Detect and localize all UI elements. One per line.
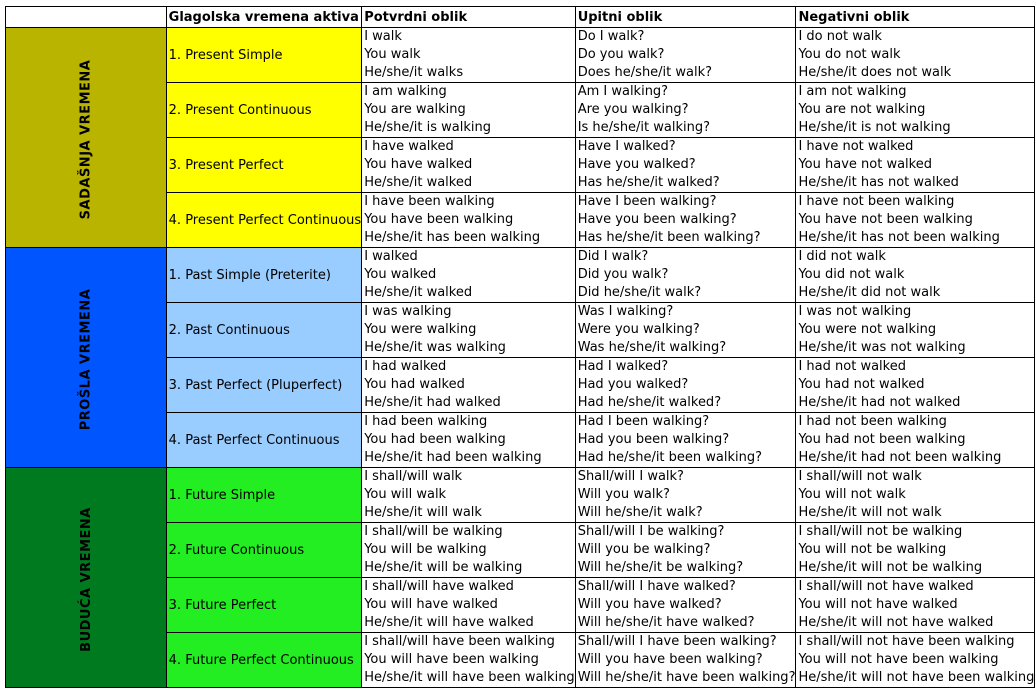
affirmative-form-line: He/she/it has been walking	[364, 230, 541, 245]
affirmative-form-line: He/she/it is walking	[364, 120, 491, 135]
negative-form-line: I shall/will not have been walking	[798, 634, 1015, 649]
interrogative-form-cell	[575, 83, 796, 138]
affirmative-form-line: He/she/it will have been walking	[364, 670, 575, 685]
negative-form-line: He/she/it will not be walking	[798, 560, 983, 575]
negative-form-line: I had not been walking	[798, 414, 947, 429]
affirmative-form-line: He/she/it had been walking	[364, 450, 542, 465]
interrogative-form-line: Has he/she/it walked?	[577, 175, 720, 190]
tense-name: 2. Past Continuous	[166, 303, 362, 358]
header-negative: Negativni oblik	[796, 7, 1035, 28]
affirmative-form-cell	[362, 468, 575, 523]
affirmative-form-cell	[362, 83, 575, 138]
negative-form-cell	[796, 28, 1035, 83]
affirmative-form-cell	[362, 248, 575, 303]
affirmative-form-cell	[362, 303, 575, 358]
negative-form-line: He/she/it does not walk	[798, 65, 952, 80]
negative-form-cell	[796, 248, 1035, 303]
affirmative-form-line: I was walking	[364, 304, 452, 319]
interrogative-form-cell	[575, 523, 796, 578]
affirmative-form-line: He/she/it walked	[364, 285, 473, 300]
affirmative-form-line: You had been walking	[364, 432, 506, 447]
negative-form-cell	[796, 138, 1035, 193]
interrogative-form-cell	[575, 28, 796, 83]
interrogative-form-line: Had I walked?	[577, 359, 669, 374]
affirmative-form-line: I am walking	[364, 84, 447, 99]
negative-form-line: You have not been walking	[798, 212, 973, 227]
negative-form-cell	[796, 468, 1035, 523]
interrogative-form-line: Have you walked?	[577, 157, 696, 172]
negative-form-line: I was not walking	[798, 304, 912, 319]
negative-form-line: I shall/will not walk	[798, 469, 922, 484]
affirmative-form-line: You walked	[364, 267, 437, 282]
interrogative-form-line: Has he/she/it been walking?	[577, 230, 761, 245]
affirmative-form-cell	[362, 413, 575, 468]
interrogative-form-cell	[575, 193, 796, 248]
negative-form-line: You are not walking	[798, 102, 926, 117]
interrogative-form-line: Did you walk?	[577, 267, 669, 282]
affirmative-form-line: I have walked	[364, 139, 454, 154]
group-label-cell	[6, 28, 167, 248]
negative-form-cell	[796, 83, 1035, 138]
negative-form-line: He/she/it is not walking	[798, 120, 951, 135]
group-label: SADAŠNJA VREMENA	[78, 59, 94, 220]
negative-form-cell	[796, 193, 1035, 248]
interrogative-form-line: Will he/she/it walk?	[577, 505, 703, 520]
interrogative-form-line: Had he/she/it walked?	[577, 395, 722, 410]
negative-form-line: You did not walk	[798, 267, 905, 282]
interrogative-form-line: Shall/will I have been walking?	[577, 634, 777, 649]
negative-form-line: You will not walk	[798, 487, 906, 502]
affirmative-form-line: You will be walking	[364, 542, 487, 557]
affirmative-form-line: You have been walking	[364, 212, 514, 227]
interrogative-form-cell	[575, 358, 796, 413]
interrogative-form-line: Is he/she/it walking?	[577, 120, 711, 135]
tense-name: 1. Present Simple	[166, 28, 362, 83]
interrogative-form-line: Will you have walked?	[577, 597, 722, 612]
table-row	[6, 468, 1035, 523]
affirmative-form-line: He/she/it will be walking	[364, 560, 523, 575]
negative-form-line: You will not be walking	[798, 542, 947, 557]
interrogative-form-line: Had he/she/it been walking?	[577, 450, 763, 465]
negative-form-line: You have not walked	[798, 157, 932, 172]
negative-form-cell	[796, 358, 1035, 413]
affirmative-form-line: You were walking	[364, 322, 477, 337]
table-row	[6, 248, 1035, 303]
affirmative-form-line: I walked	[364, 249, 418, 264]
interrogative-form-line: Are you walking?	[577, 102, 689, 117]
affirmative-form-cell	[362, 358, 575, 413]
negative-form-cell	[796, 633, 1035, 688]
negative-form-line: I shall/will not be walking	[798, 524, 963, 539]
affirmative-form-line: He/she/it walked	[364, 175, 473, 190]
interrogative-form-line: Shall/will I walk?	[577, 469, 684, 484]
interrogative-form-line: Were you walking?	[577, 322, 700, 337]
interrogative-form-cell	[575, 413, 796, 468]
negative-form-line: You will not have walked	[798, 597, 958, 612]
tense-name: 4. Past Perfect Continuous	[166, 413, 362, 468]
interrogative-form-line: Did I walk?	[577, 249, 649, 264]
negative-form-line: He/she/it has not walked	[798, 175, 959, 190]
interrogative-form-line: Will he/she/it have been walking?	[577, 670, 796, 685]
negative-form-line: You will not have been walking	[798, 652, 999, 667]
interrogative-form-line: Will you walk?	[577, 487, 670, 502]
affirmative-form-line: I had been walking	[364, 414, 488, 429]
tense-name: 2. Present Continuous	[166, 83, 362, 138]
interrogative-form-line: Did he/she/it walk?	[577, 285, 702, 300]
interrogative-form-line: Was he/she/it walking?	[577, 340, 727, 355]
tense-name: 1. Past Simple (Preterite)	[166, 248, 362, 303]
negative-form-line: I did not walk	[798, 249, 886, 264]
affirmative-form-line: I walk	[364, 29, 402, 44]
negative-form-line: He/she/it will not have walked	[798, 615, 994, 630]
interrogative-form-cell	[575, 303, 796, 358]
tense-name: 1. Future Simple	[166, 468, 362, 523]
interrogative-form-line: Do you walk?	[577, 47, 665, 62]
interrogative-form-cell	[575, 633, 796, 688]
tense-name: 3. Present Perfect	[166, 138, 362, 193]
affirmative-form-line: He/she/it will walk	[364, 505, 482, 520]
interrogative-form-line: Shall/will I have walked?	[577, 579, 736, 594]
tense-name: 3. Past Perfect (Pluperfect)	[166, 358, 362, 413]
negative-form-line: He/she/it had not been walking	[798, 450, 1002, 465]
header-interrogative: Upitni oblik	[575, 7, 796, 28]
negative-form-line: You were not walking	[798, 322, 937, 337]
interrogative-form-line: Had you walked?	[577, 377, 689, 392]
affirmative-form-line: You had walked	[364, 377, 465, 392]
interrogative-form-line: Does he/she/it walk?	[577, 65, 713, 80]
negative-form-line: He/she/it will not walk	[798, 505, 942, 520]
tense-name: 2. Future Continuous	[166, 523, 362, 578]
affirmative-form-line: You have walked	[364, 157, 473, 172]
negative-form-line: He/she/it was not walking	[798, 340, 966, 355]
interrogative-form-cell	[575, 138, 796, 193]
affirmative-form-line: You are walking	[364, 102, 466, 117]
affirmative-form-line: I shall/will be walking	[364, 524, 503, 539]
negative-form-line: You do not walk	[798, 47, 901, 62]
table-row	[6, 28, 1035, 83]
table-body	[6, 28, 1035, 688]
negative-form-cell	[796, 413, 1035, 468]
affirmative-form-line: You will walk	[364, 487, 447, 502]
affirmative-form-line: You walk	[364, 47, 421, 62]
negative-form-line: He/she/it had not walked	[798, 395, 961, 410]
affirmative-form-cell	[362, 523, 575, 578]
header-corner	[6, 7, 167, 28]
negative-form-cell	[796, 523, 1035, 578]
affirmative-form-cell	[362, 633, 575, 688]
affirmative-form-cell	[362, 578, 575, 633]
tense-table	[5, 6, 1035, 688]
negative-form-line: I am not walking	[798, 84, 907, 99]
group-label-cell	[6, 468, 167, 688]
negative-form-line: I do not walk	[798, 29, 882, 44]
interrogative-form-cell	[575, 578, 796, 633]
header-affirmative: Potvrdni oblik	[362, 7, 575, 28]
affirmative-form-line: He/she/it walks	[364, 65, 464, 80]
header-tense: Glagolska vremena aktiva	[166, 7, 362, 28]
interrogative-form-line: Will he/she/it have walked?	[577, 615, 755, 630]
negative-form-line: I have not been walking	[798, 194, 955, 209]
affirmative-form-cell	[362, 193, 575, 248]
negative-form-cell	[796, 303, 1035, 358]
affirmative-form-line: I have been walking	[364, 194, 495, 209]
negative-form-line: You had not walked	[798, 377, 925, 392]
header-row	[6, 7, 1035, 28]
affirmative-form-cell	[362, 28, 575, 83]
interrogative-form-line: Have I walked?	[577, 139, 676, 154]
interrogative-form-line: Do I walk?	[577, 29, 645, 44]
affirmative-form-line: I had walked	[364, 359, 447, 374]
interrogative-form-line: Was I walking?	[577, 304, 674, 319]
negative-form-line: You had not been walking	[798, 432, 966, 447]
negative-form-line: He/she/it has not been walking	[798, 230, 1000, 245]
negative-form-line: I shall/will not have walked	[798, 579, 974, 594]
affirmative-form-line: He/she/it will have walked	[364, 615, 534, 630]
interrogative-form-cell	[575, 248, 796, 303]
group-label: BUDUĆA VREMENA	[78, 507, 94, 652]
affirmative-form-line: He/she/it had walked	[364, 395, 501, 410]
negative-form-cell	[796, 578, 1035, 633]
affirmative-form-line: You will have been walking	[364, 652, 539, 667]
negative-form-line: He/she/it will not have been walking	[798, 670, 1035, 685]
group-label: PROŠLA VREMENA	[78, 288, 94, 431]
interrogative-form-line: Had I been walking?	[577, 414, 710, 429]
affirmative-form-line: I shall/will have been walking	[364, 634, 555, 649]
negative-form-line: He/she/it did not walk	[798, 285, 941, 300]
interrogative-form-cell	[575, 468, 796, 523]
affirmative-form-line: I shall/will have walked	[364, 579, 514, 594]
interrogative-form-line: Am I walking?	[577, 84, 669, 99]
interrogative-form-line: Have I been walking?	[577, 194, 717, 209]
affirmative-form-cell	[362, 138, 575, 193]
affirmative-form-line: I shall/will walk	[364, 469, 463, 484]
group-label-cell	[6, 248, 167, 468]
negative-form-line: I have not walked	[798, 139, 914, 154]
interrogative-form-line: Will he/she/it be walking?	[577, 560, 744, 575]
interrogative-form-line: Will you be walking?	[577, 542, 711, 557]
interrogative-form-line: Will you have been walking?	[577, 652, 763, 667]
affirmative-form-line: He/she/it was walking	[364, 340, 506, 355]
tense-name: 4. Present Perfect Continuous	[166, 193, 362, 248]
interrogative-form-line: Shall/will I be walking?	[577, 524, 725, 539]
affirmative-form-line: You will have walked	[364, 597, 498, 612]
tense-name: 4. Future Perfect Continuous	[166, 633, 362, 688]
interrogative-form-line: Had you been walking?	[577, 432, 730, 447]
interrogative-form-line: Have you been walking?	[577, 212, 737, 227]
negative-form-line: I had not walked	[798, 359, 906, 374]
tense-name: 3. Future Perfect	[166, 578, 362, 633]
